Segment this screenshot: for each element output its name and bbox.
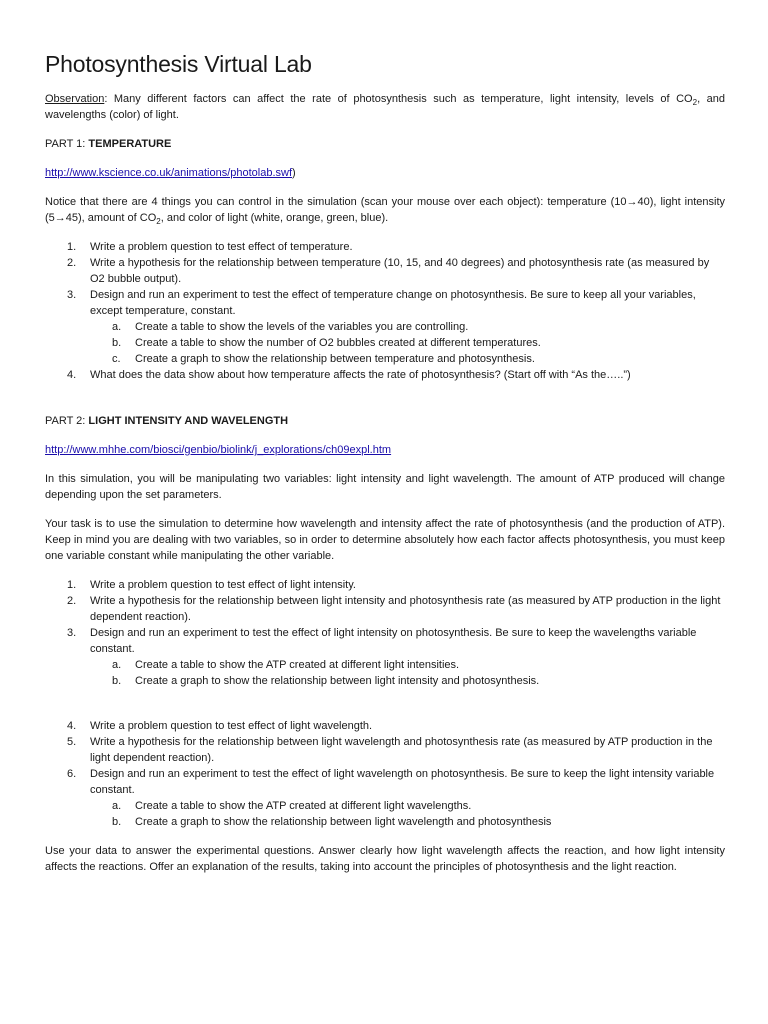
part1-sub-list <box>90 319 725 367</box>
page-title: Photosynthesis Virtual Lab <box>45 51 312 77</box>
list-item <box>45 734 725 766</box>
sub-list-item <box>90 673 725 689</box>
list-number: 4. <box>67 369 77 381</box>
list-item <box>45 577 725 593</box>
list-item <box>45 255 725 287</box>
list-item <box>45 766 725 830</box>
part2-title: LIGHT INTENSITY AND WAVELENGTH <box>88 415 289 427</box>
sub-list-item <box>90 814 725 830</box>
sub-list-text: Create a table to show the ATP created at different light wavelengths. <box>135 800 472 812</box>
part2-wavelength-sub-list <box>90 798 725 830</box>
sub-list-letter: b. <box>112 675 122 687</box>
document-page <box>45 50 725 888</box>
sub-list-text: Create a table to show the number of O2 bubbles created at different temperatures. <box>135 337 541 349</box>
list-text: What does the data show about how temperature affects the rate of photosynthesis? (Start off with “As the…..”) <box>90 369 631 381</box>
observation-text-2: , and wavelengths (color) of light. <box>45 93 726 121</box>
list-number: 2. <box>67 257 77 269</box>
list-number: 5. <box>67 736 77 748</box>
part1-link[interactable]: http://www.kscience.co.uk/animations/photolab.swf <box>45 167 293 179</box>
list-text: Write a hypothesis for the relationship between light intensity and photosynthesis rate (as measured by ATP production in the light dependent reaction). <box>90 595 721 623</box>
spacer <box>45 383 725 413</box>
list-text: Write a hypothesis for the relationship between temperature (10, 15, and 40 degrees) and photosynthesis rate (as measured by O2 bubble output). <box>90 257 710 285</box>
list-number: 1. <box>67 241 77 253</box>
list-number: 3. <box>67 627 77 639</box>
sub-list-letter: b. <box>112 816 122 828</box>
sub-list-text: Create a table to show the ATP created at different light intensities. <box>135 659 460 671</box>
part1-task-list <box>45 239 725 383</box>
part2-intensity-list <box>45 577 725 689</box>
list-text: Write a hypothesis for the relationship between light wavelength and photosynthesis rate (as measured by ATP production in the light dependent reaction). <box>90 736 713 764</box>
spacer <box>45 689 725 718</box>
list-number: 3. <box>67 289 77 301</box>
list-number: 4. <box>67 720 77 732</box>
sub-list-item <box>90 657 725 673</box>
part2-heading <box>45 413 725 429</box>
list-item <box>45 718 725 734</box>
part1-prefix: PART 1: <box>45 138 89 150</box>
sub-list-text: Create a table to show the levels of the variables you are controlling. <box>135 321 469 333</box>
list-item <box>45 287 725 367</box>
list-text: Design and run an experiment to test the effect of light intensity on photosynthesis. Be sure to keep the wavelengths variable constant. <box>90 627 697 655</box>
conclusion-paragraph: Use your data to answer the experimental questions. Answer clearly how light wavelength affects the reaction, and how light intensity affects the reactions. Offer an explanation of the results, taking into account the principles of photosynthesis and the light reaction. <box>45 845 725 873</box>
sub-list-letter: a. <box>112 321 122 333</box>
part1-heading <box>45 136 725 152</box>
list-item <box>45 239 725 255</box>
sub-list-letter: a. <box>112 800 122 812</box>
list-text: Design and run an experiment to test the effect of light wavelength on photosynthesis. Be sure to keep the light intensity variable constant. <box>90 768 715 796</box>
part1-notice-text-2: , and color of light (white, orange, green, blue). <box>160 212 389 224</box>
observation-subscript: 2 <box>692 98 698 108</box>
part2-wavelength-list <box>45 718 725 830</box>
part2-prefix: PART 2: <box>45 415 89 427</box>
list-text: Write a problem question to test effect of temperature. <box>90 241 353 253</box>
list-number: 1. <box>67 579 77 591</box>
sub-list-text: Create a graph to show the relationship between temperature and photosynthesis. <box>135 353 535 365</box>
part1-title: TEMPERATURE <box>88 138 172 150</box>
sub-list-item <box>90 319 725 335</box>
sub-list-text: Create a graph to show the relationship between light wavelength and photosynthesis <box>135 816 552 828</box>
spacer <box>45 830 725 843</box>
list-text: Design and run an experiment to test the effect of temperature change on photosynthesis. Be sure to keep all your variables, except temperature, constant. <box>90 289 696 317</box>
sub-list-letter: c. <box>112 353 121 365</box>
part1-link-suffix: ) <box>292 167 296 179</box>
sub-list-letter: a. <box>112 659 122 671</box>
list-text: Write a problem question to test effect of light intensity. <box>90 579 356 591</box>
part1-notice-text-1: Notice that there are 4 things you can control in the simulation (scan your mouse over each object): temperature (10→40), light intensity (5→45), amount of CO <box>45 196 725 224</box>
sub-list-item <box>90 351 725 367</box>
part2-intensity-sub-list <box>90 657 725 689</box>
observation-text-1: : Many different factors can affect the rate of photosynthesis such as temperature, light intensity, levels of CO <box>104 93 693 105</box>
observation-paragraph <box>45 91 725 123</box>
part1-notice-paragraph <box>45 194 725 226</box>
part1-notice-subscript: 2 <box>156 217 161 227</box>
list-text: Write a problem question to test effect of light wavelength. <box>90 720 373 732</box>
sub-list-item <box>90 798 725 814</box>
part2-task-paragraph: Your task is to use the simulation to determine how wavelength and intensity affect the rate of photosynthesis (and the production of ATP). Keep in mind you are dealing with two variables, so in order to determine absolutely how each factor affects photosynthesis, you must keep one variable constant while manipulating the other variable. <box>45 518 725 562</box>
part2-intro-paragraph: In this simulation, you will be manipulating two variables: light intensity and light wavelength. The amount of ATP produced will change depending upon the set parameters. <box>45 473 725 501</box>
sub-list-item <box>90 335 725 351</box>
part2-link-line <box>45 442 725 458</box>
list-number: 6. <box>67 768 77 780</box>
list-number: 2. <box>67 595 77 607</box>
observation-label: Observation <box>45 93 105 105</box>
part2-link[interactable]: http://www.mhhe.com/biosci/genbio/biolink/j_explorations/ch09expl.htm <box>45 444 392 456</box>
part1-link-line <box>45 165 725 181</box>
sub-list-letter: b. <box>112 337 122 349</box>
sub-list-text: Create a graph to show the relationship between light intensity and photosynthesis. <box>135 675 540 687</box>
list-item <box>45 625 725 689</box>
list-item <box>45 593 725 625</box>
list-item <box>45 367 725 383</box>
